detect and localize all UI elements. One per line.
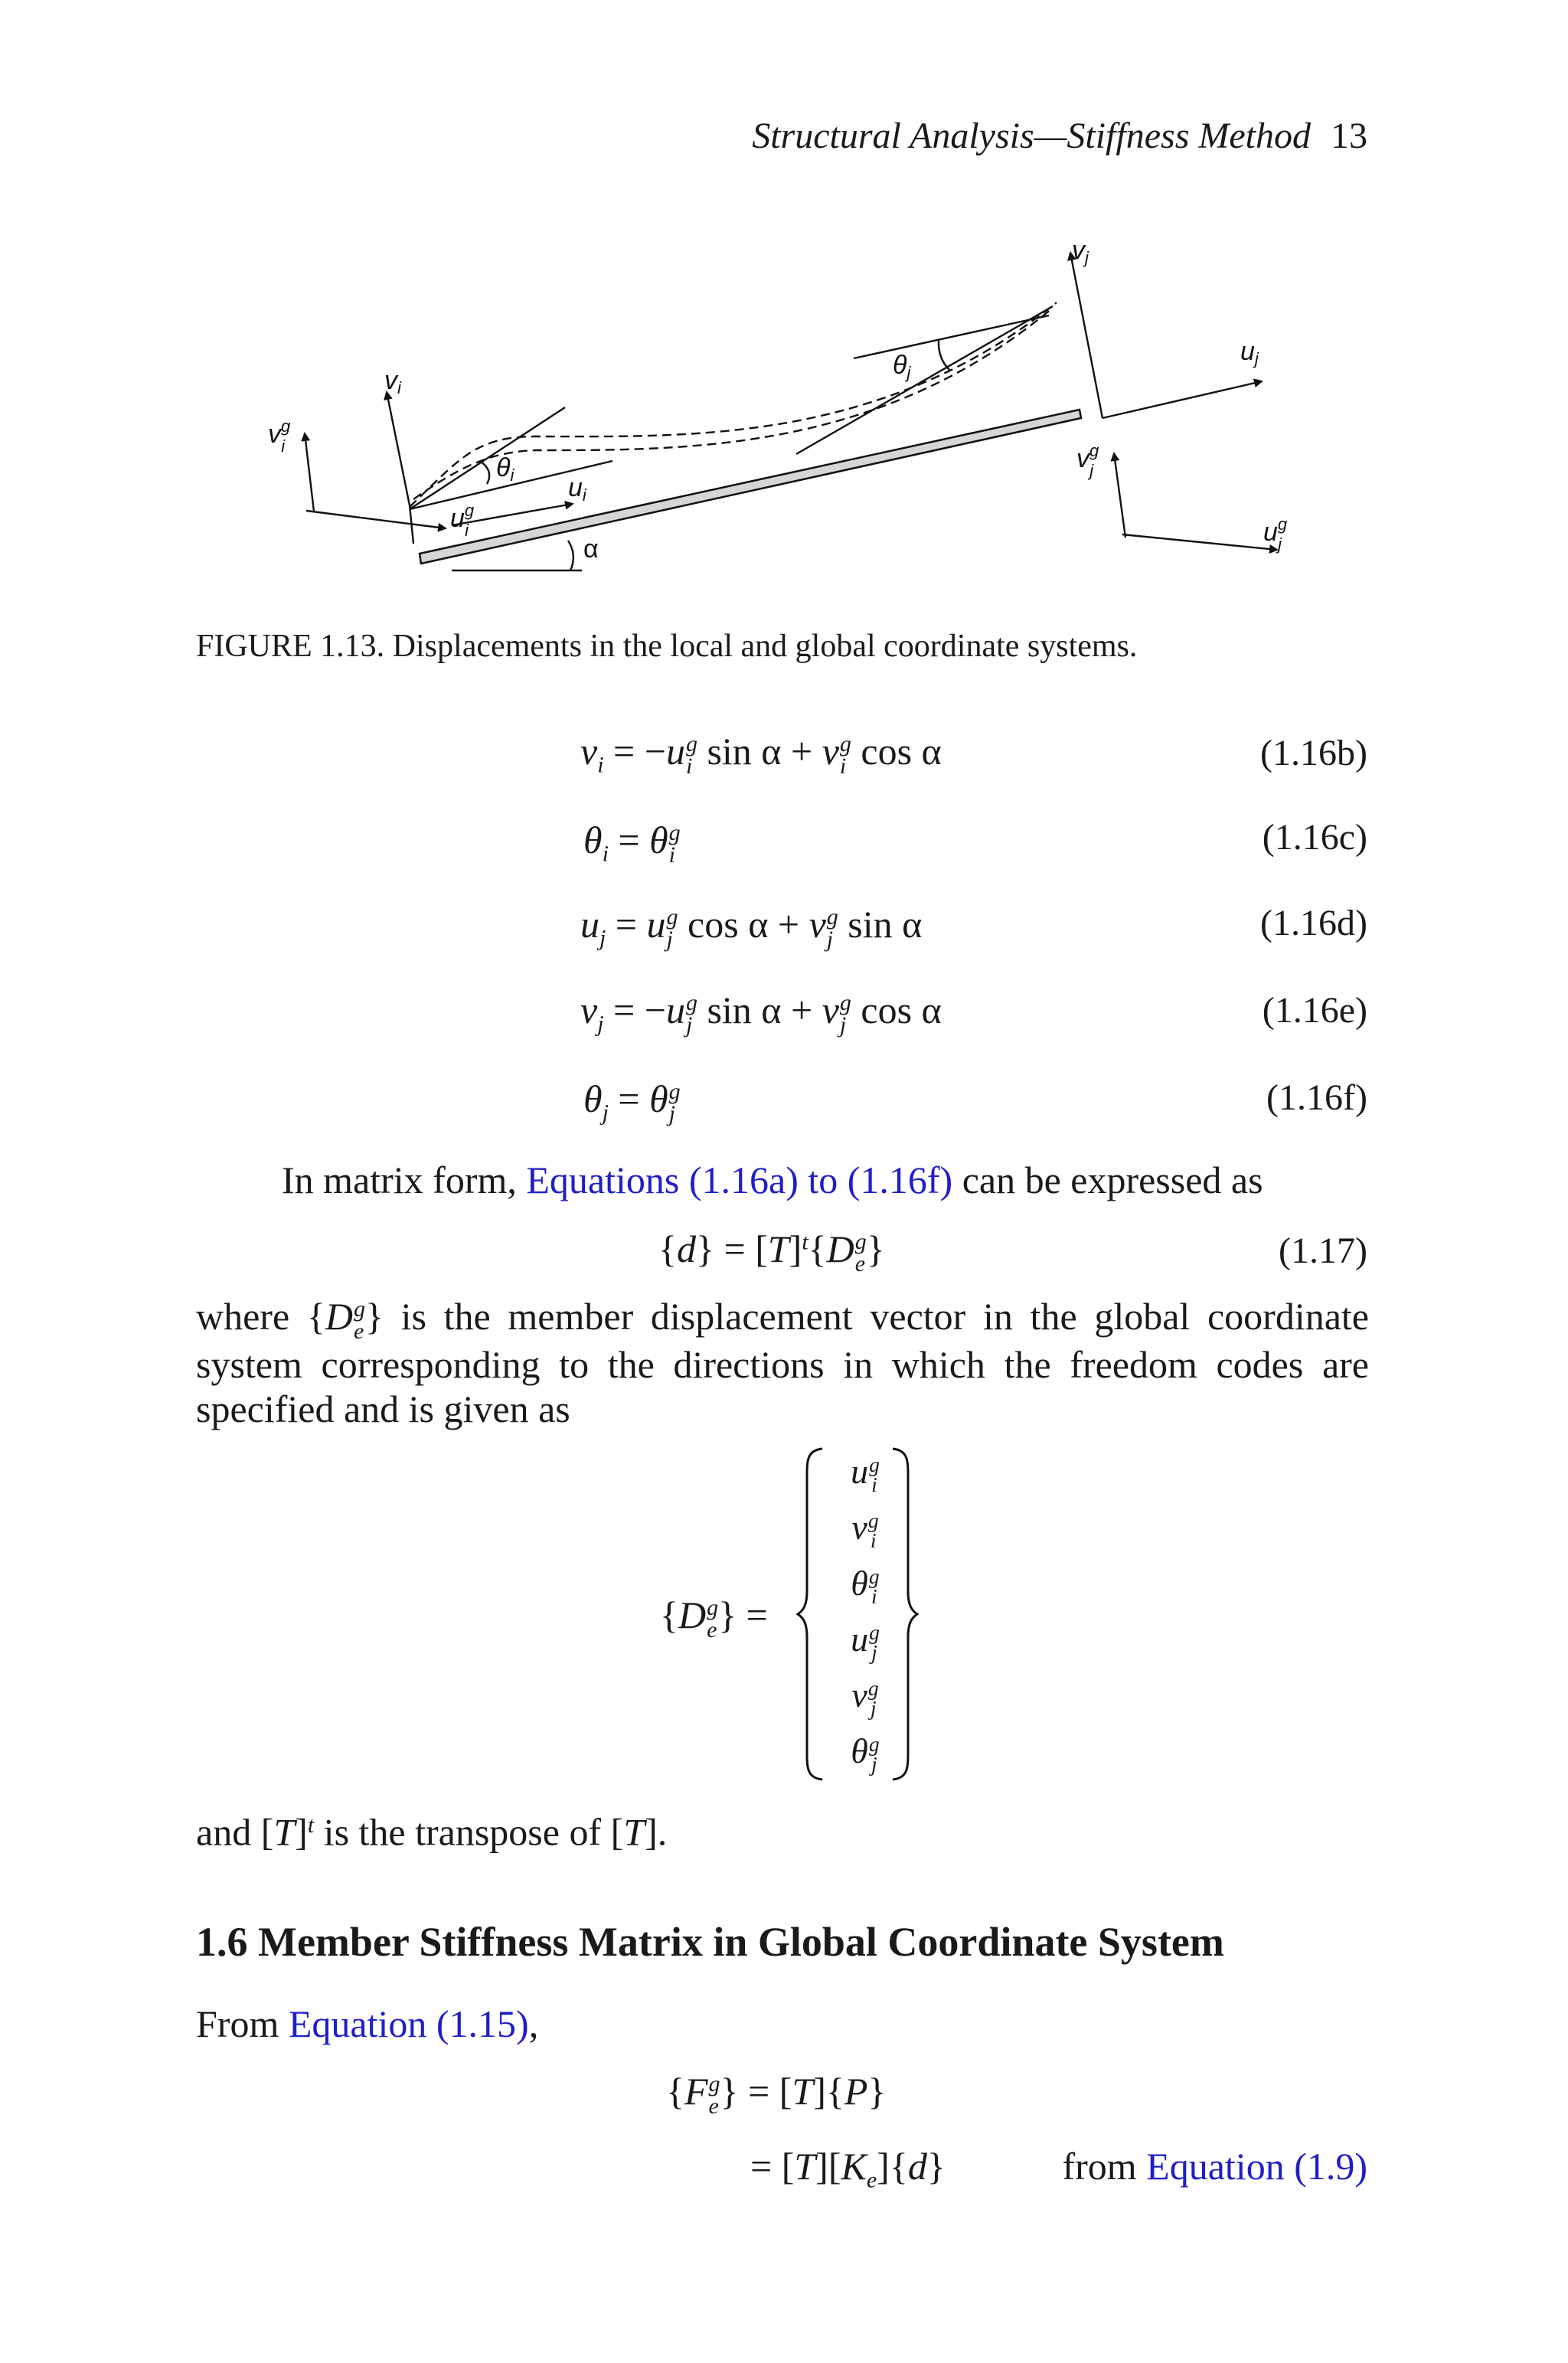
running-header (752, 115, 1367, 157)
vector-entry-v-i: v g i (851, 1508, 879, 1553)
where-paragraph: where {D g e } is the member displacement vector in the global coordinate system corresponding to the directions in which the freedom codes are specified and is given as (196, 1295, 1369, 1431)
equation-1-16e: $v_j = -u$ g j sin α + v g j cos α (580, 989, 942, 1038)
label-u-i-g: $u^g$ i (450, 501, 475, 540)
label-u-j: uj (1240, 337, 1259, 368)
equation-1-17: $\{d\} = [T]^t\{D$ g e } (658, 1227, 885, 1276)
section-heading: 1.6 Member Stiffness Matrix in Global Coordinate System (196, 1919, 1224, 1965)
label-v-i-g: $v^g$ i (268, 417, 291, 456)
from-equation-1-9: from Equation (1.9) (1062, 2145, 1367, 2188)
u-i-g-axis (306, 511, 446, 528)
label-theta-j: θj (893, 351, 911, 382)
header-title: Structural Analysis—Stiffness Method (752, 116, 1311, 156)
equation-1-16f: $\theta_j = \theta$ g j (583, 1077, 681, 1126)
label-u-i: ui (568, 473, 586, 505)
vector-entry-theta-j: θ g j (851, 1731, 880, 1776)
member-bar (420, 410, 1081, 564)
vector-entry-theta-i: θ g i (851, 1564, 880, 1609)
label-alpha: α (583, 534, 599, 564)
v-j-g-axis (1114, 453, 1125, 538)
right-brace (888, 1446, 919, 1783)
theta-i-arc (481, 462, 489, 484)
equation-number-1-16f: (1.16f) (1266, 1077, 1367, 1118)
v-j-axis (1070, 253, 1102, 418)
vector-entry-u-i: u g i (851, 1452, 880, 1497)
equation-1-15-link[interactable]: Equation (1.15) (288, 2002, 529, 2045)
figure-1-13 (191, 230, 1386, 597)
equation-number-1-16c: (1.16c) (1262, 817, 1367, 858)
equation-1-16c: $\theta_i = \theta$ g i (583, 819, 681, 868)
transpose-paragraph: and $[T]^t$ is the transpose of [T]. (196, 1810, 668, 1854)
equation-1-16d: $u_j = u$ g j cos α + v g j sin α (580, 903, 923, 952)
label-theta-i: θi (496, 453, 514, 485)
matrix-form-paragraph: In matrix form, Equations (1.16a) to (1.16f) can be expressed as (282, 1159, 1263, 1201)
figure-caption: FIGURE 1.13. Displacements in the local and global coordinate systems. (196, 629, 1138, 664)
vector-entry-v-j: v g j (851, 1675, 879, 1721)
from-paragraph: From Equation (1.15), (196, 2002, 539, 2045)
label-v-j-g: $v^g$ j (1076, 441, 1099, 480)
alpha-arc (568, 541, 573, 570)
theta-i-tangent (410, 407, 565, 509)
theta-j-horiz (854, 315, 1049, 358)
equation-force-global-2: = $[T][K_e]\{d\}$ (750, 2145, 946, 2193)
theta-j-arc (939, 341, 949, 370)
vector-lhs: {D g e } = (660, 1593, 768, 1642)
u-j-axis (1102, 381, 1262, 418)
equation-1-16b: $v_i = -u$ g i sin α + v g i cos α (580, 730, 942, 779)
vector-entry-u-j: u g j (851, 1619, 880, 1665)
equation-number-1-16b: (1.16b) (1260, 733, 1367, 773)
label-v-j: vj (1072, 236, 1089, 267)
equation-force-global: {F g e } = [T]{P} (666, 2070, 887, 2119)
label-u-j-g: $u^g$ j (1263, 515, 1288, 554)
v-i-axis (387, 392, 410, 505)
u-j-g-axis (1122, 534, 1277, 550)
v-i-g-axis (305, 433, 314, 511)
page-number: 13 (1331, 116, 1367, 156)
equation-number-1-16e: (1.16e) (1262, 990, 1367, 1031)
equation-number-1-17: (1.17) (1279, 1231, 1367, 1271)
label-v-i: vi (384, 366, 401, 397)
equation-1-9-link[interactable]: Equation (1.9) (1146, 2145, 1367, 2188)
equation-number-1-16d: (1.16d) (1260, 903, 1367, 943)
equations-1-16-link[interactable]: Equations (1.16a) to (1.16f) (526, 1159, 953, 1201)
